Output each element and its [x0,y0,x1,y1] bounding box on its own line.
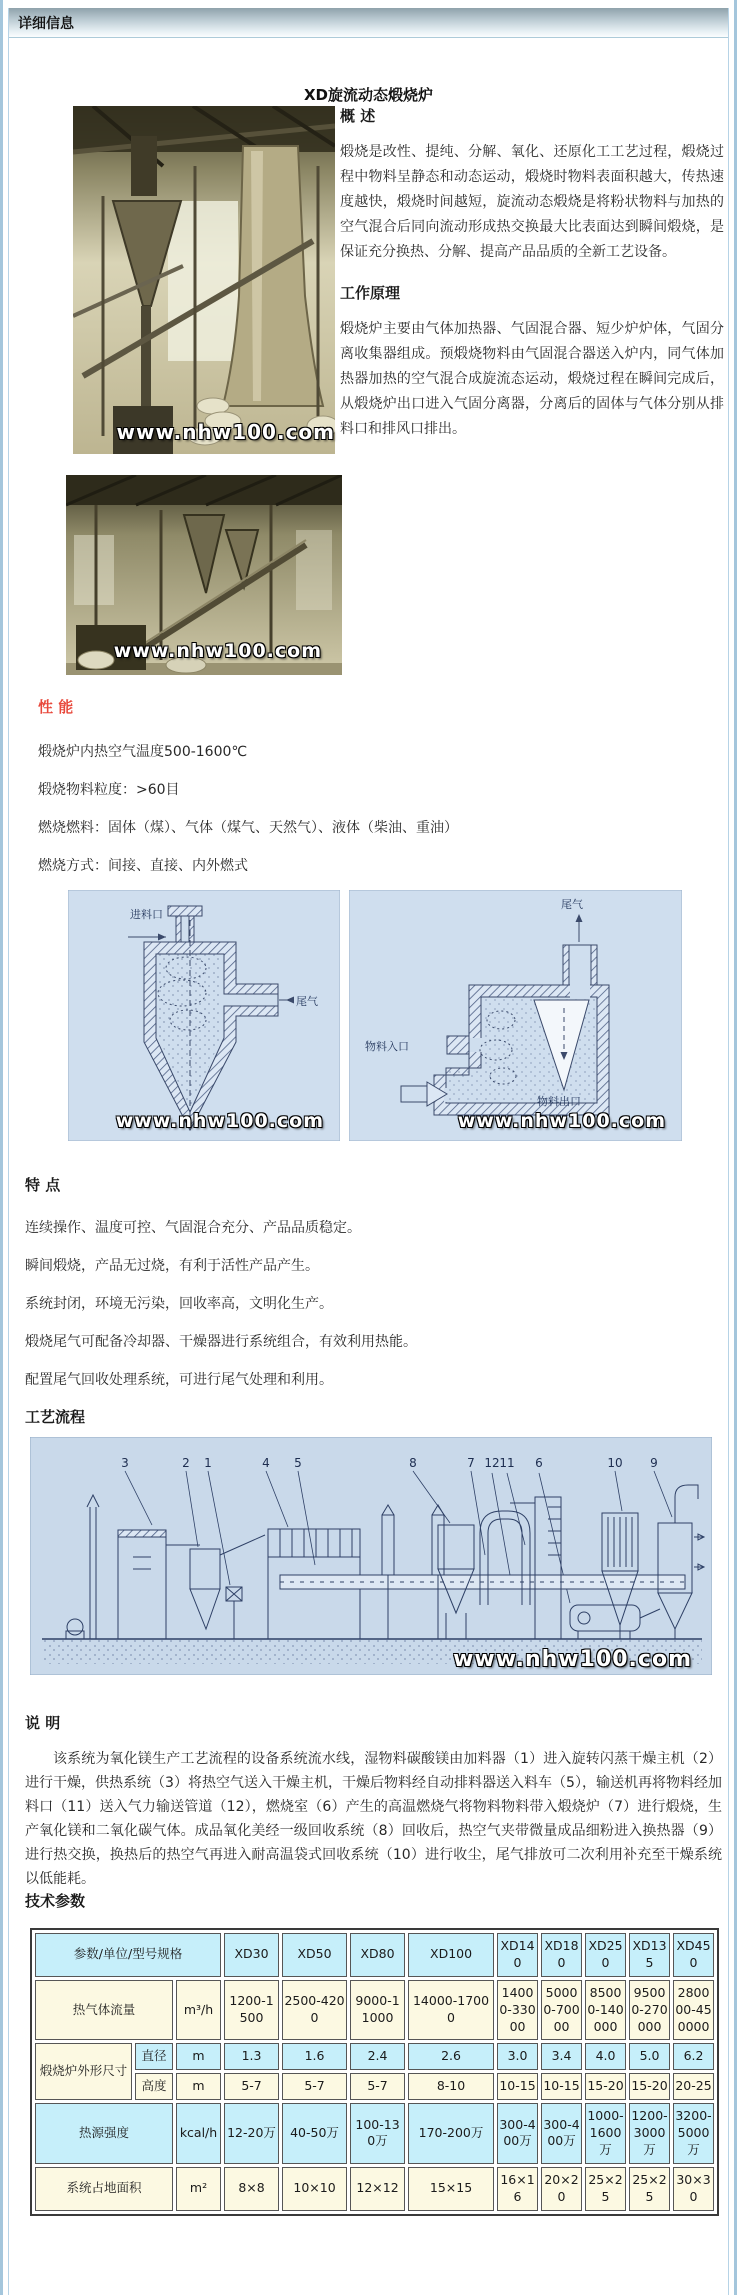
watermark-text: www.nhw100.com [457,1110,666,1132]
spec-model-header: XD50 [282,1933,347,1977]
performance-list [38,742,698,876]
spec-sub-label: 直径 [135,2043,173,2070]
text-line: 燃烧燃料：固体（煤）、气体（煤气、天然气）、液体（柴油、重油） [38,820,458,836]
watermark-text: www.nhw100.com [453,1647,692,1672]
furnace-diagram-right [349,890,682,1141]
text-line: 煅烧炉内热空气温度500-1600℃ [38,744,248,760]
spec-cell: 10-15 [541,2073,582,2100]
text-line: 燃烧方式：间接、直接、内外燃式 [38,858,248,874]
furnace-schematic [349,890,682,1141]
spec-cell: 15×15 [408,2167,494,2211]
spec-cell: 1.6 [282,2043,347,2070]
spec-cell: 6.2 [673,2043,714,2070]
text-line: 连续操作、温度可控、气固混合充分、产品品质稳定。 [25,1220,361,1236]
spec-cell: 16×16 [497,2167,538,2211]
spec-unit: m³/h [176,1980,221,2041]
process-flow-diagram [30,1437,712,1675]
description-heading: 说 明 [25,1714,61,1732]
flow-number: 6 [535,1456,543,1470]
spec-model-header: XD180 [541,1933,582,1977]
watermark-text: www.nhw100.com [116,420,335,444]
specs-heading: 技术参数 [25,1892,86,1910]
spec-model-header: XD135 [629,1933,670,1977]
spec-unit: kcal/h [176,2103,221,2164]
spec-cell: 280000-450000 [673,1980,714,2041]
spec-cell: 2.4 [350,2043,405,2070]
spec-cell: 2.6 [408,2043,494,2070]
spec-model-header: XD250 [585,1933,626,1977]
specs-table-body [35,1933,714,2211]
performance-section [38,697,698,876]
intro-column [340,106,724,442]
spec-cell: 85000-140000 [585,1980,626,2041]
page-edge-left [0,0,3,2295]
process-heading: 工艺流程 [25,1408,86,1426]
spec-cell: 1200-1500 [224,1980,279,2041]
flow-number: 2 [182,1456,190,1470]
principle-heading: 工作原理 [340,284,401,302]
spec-cell: 40-50万 [282,2103,347,2164]
furnace-diagram-left [68,890,340,1141]
flow-number: 7 [467,1456,475,1470]
spec-unit: m² [176,2167,221,2211]
spec-model-header: XD30 [224,1933,279,1977]
material-inlet-label: 物料入口 [365,1040,409,1053]
flow-number: 5 [294,1456,302,1470]
cyclone-schematic [68,890,340,1141]
spec-row-label: 热源强度 [35,2103,173,2164]
text-line: 煅烧尾气可配备冷却器、干燥器进行系统组合，有效利用热能。 [25,1334,417,1350]
page-header-title: 详细信息 [18,15,74,32]
watermark-text: www.nhw100.com [115,1110,324,1132]
feed-inlet-label: 进料口 [130,908,163,921]
spec-cell: 20×20 [541,2167,582,2211]
spec-cell: 3.0 [497,2043,538,2070]
spec-model-header: XD100 [408,1933,494,1977]
spec-cell: 170-200万 [408,2103,494,2164]
spec-cell: 300-400万 [541,2103,582,2164]
spec-unit: m [176,2073,221,2100]
spec-cell: 25×25 [585,2167,626,2211]
material-outlet-label: 物料出口 [537,1095,581,1108]
spec-cell: 1200-3000万 [629,2103,670,2164]
flow-number: 11 [499,1456,515,1470]
spec-cell: 3.4 [541,2043,582,2070]
specs-table-wrap [30,1928,719,2216]
spec-row-label: 热气体流量 [35,1980,173,2041]
features-list [25,1218,715,1390]
spec-model-header: XD140 [497,1933,538,1977]
spec-cell: 300-400万 [497,2103,538,2164]
spec-cell: 14000-17000 [408,1980,494,2041]
spec-cell: 5-7 [282,2073,347,2100]
spec-cell: 10-15 [497,2073,538,2100]
flow-number: 10 [607,1456,623,1470]
spec-cell: 12×12 [350,2167,405,2211]
spec-row-label: 煅烧炉外形尺寸 [35,2043,132,2100]
product-title: XD旋流动态煅烧炉 [303,86,434,104]
text-line: 瞬间煅烧，产品无过烧，有利于活性产品产生。 [25,1258,319,1274]
spec-model-header: XD80 [350,1933,405,1977]
flow-number: 9 [650,1456,658,1470]
spec-cell: 14000-33000 [497,1980,538,2041]
spec-cell: 15-20 [585,2073,626,2100]
flow-number: 8 [409,1456,417,1470]
spec-row-label: 系统占地面积 [35,2167,173,2211]
flow-number: 3 [121,1456,129,1470]
spec-cell: 20-25 [673,2073,714,2100]
text-line: 配置尾气回收处理系统，可进行尾气处理和利用。 [25,1372,333,1388]
section-header-bar [9,8,728,38]
spec-cell: 15-20 [629,2073,670,2100]
flow-number: 4 [262,1456,270,1470]
spec-cell: 5-7 [350,2073,405,2100]
spec-cell: 12-20万 [224,2103,279,2164]
spec-cell: 3200-5000万 [673,2103,714,2164]
spec-cell: 8×8 [224,2167,279,2211]
product-photo-1 [73,106,335,454]
description-section [25,1713,722,1891]
spec-cell: 4.0 [585,2043,626,2070]
product-photo-2 [66,475,342,675]
text-line: 煅烧物料粒度：>60目 [38,782,180,798]
process-flow-drawing [30,1437,712,1675]
spec-corner-header: 参数/单位/型号规格 [35,1933,221,1977]
features-section [25,1175,715,1390]
features-heading: 特 点 [25,1176,61,1194]
flow-number: 12 [484,1456,500,1470]
watermark-text: www.nhw100.com [113,640,322,662]
performance-heading: 性 能 [38,698,74,716]
spec-cell: 95000-270000 [629,1980,670,2041]
overview-heading: 概 述 [340,107,376,125]
principle-paragraph: 煅烧炉主要由气体加热器、气固混合器、短少炉炉体，气固分离收集器组成。预煅烧物料由气固混合器送入炉内，同气体加热器加热的空气混合成旋流态运动，煅烧过程在瞬间完成后，从煅烧炉出口进入气固分离器，分离后的固体与气体分别从排料口和排风口排出。 [340,321,724,437]
description-paragraph: 该系统为氧化镁生产工艺流程的设备系统流水线，湿物料碳酸镁由加料器（1）进入旋转闪蒸干燥主机（2）进行干燥，供热系统（3）将热空气送入干燥主机，干燥后物料经自动排料器送入料车（5），输送机再将物料经加料口（11）送入气力输送管道（12），燃烧室（6）产生的高温燃烧气将物料物料带入煅烧炉（7）进行煅烧，生产氧化镁和二氧化碳气体。成品氧化美经一级回收系统（8）回收后，热空气夹带微量成品细粉进入换热器（9）进行热交换，换热后的热空气再进入耐高温袋式回收系统（10）进行收尘，尾气排放可二次利用补充至干燥系统以低能耗。 [25,1751,722,1887]
overview-paragraph: 煅烧是改性、提纯、分解、氧化、还原化工工艺过程，煅烧过程中物料呈静态和动态运动，煅烧时物料表面积越大，传热速度越快，煅烧时间越短，旋流动态煅烧是将粉状物料与加热的空气混合后同向流动形成热交换最大比表面达到瞬间煅烧，是保证充分换热、分解、提高产品品质的全新工艺设备。 [340,144,724,260]
spec-cell: 1000-1600万 [585,2103,626,2164]
spec-cell: 30×30 [673,2167,714,2211]
factory-photo-illustration [73,106,335,454]
spec-model-header: XD450 [673,1933,714,1977]
spec-cell: 50000-70000 [541,1980,582,2041]
spec-sub-label: 高度 [135,2073,173,2100]
specs-table [30,1928,719,2216]
text-line: 系统封闭，环境无污染，回收率高，文明化生产。 [25,1296,333,1312]
tail-gas-label: 尾气 [296,995,318,1008]
spec-cell: 8-10 [408,2073,494,2100]
spec-cell: 5.0 [629,2043,670,2070]
spec-cell: 10×10 [282,2167,347,2211]
spec-unit: m [176,2043,221,2070]
flow-number: 1 [204,1456,212,1470]
spec-cell: 1.3 [224,2043,279,2070]
spec-cell: 2500-4200 [282,1980,347,2041]
tail-gas-label: 尾气 [561,898,583,911]
spec-cell: 25×25 [629,2167,670,2211]
spec-cell: 100-130万 [350,2103,405,2164]
spec-cell: 9000-11000 [350,1980,405,2041]
spec-cell: 5-7 [224,2073,279,2100]
